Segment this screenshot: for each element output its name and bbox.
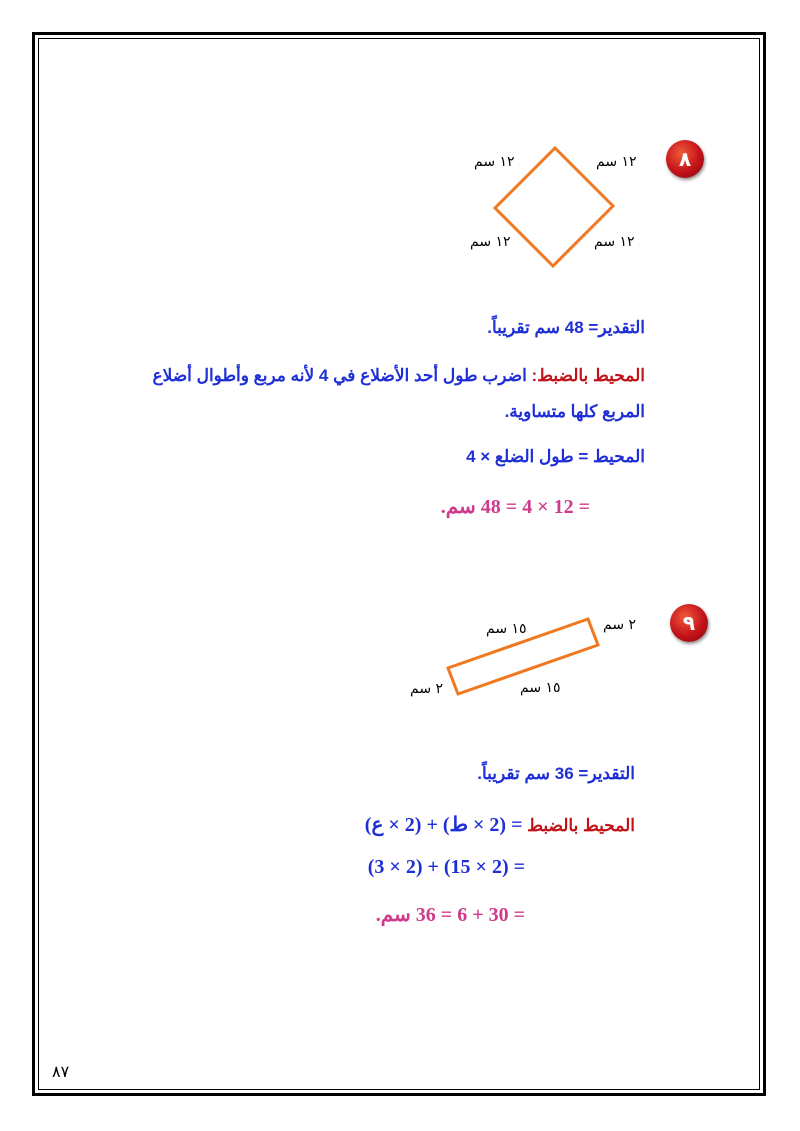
q9-exact-formula: = (2 × ط) + (2 × ع) — [364, 814, 523, 836]
q9-exact-label: المحيط بالضبط — [527, 816, 635, 835]
q8-exact-text-1: اضرب طول أحد الأضلاع في 4 لأنه مربع وأطوال أضلاع — [152, 366, 527, 385]
q9-exact-line — [365, 812, 635, 837]
q8-exact-label: المحيط بالضبط: — [531, 366, 645, 385]
question-9-badge: ٩ — [670, 604, 708, 642]
rect-side-label-left: ٢ سم — [410, 681, 444, 697]
rect-side-label-top: ١٥ سم — [486, 621, 527, 637]
q9-result: = 30 + 6 = 36 سم. — [375, 904, 525, 926]
question-8-badge: ٨ — [666, 140, 704, 178]
q8-result: = 12 × 4 = 48 سم. — [440, 496, 590, 518]
q8-exact-line — [152, 366, 645, 386]
q8-exact-text-2: المربع كلها متساوية. — [504, 402, 645, 421]
square-side-label-top-right: ١٢ سم — [596, 154, 637, 170]
q9-estimate: التقدير= 36 سم تقريباً. — [477, 764, 635, 783]
rect-side-label-bottom: ١٥ سم — [520, 680, 561, 696]
square-side-label-top-left: ١٢ سم — [474, 154, 515, 170]
q9-step: = (2 × 15) + (2 × 3) — [367, 856, 525, 878]
q8-estimate: التقدير= 48 سم تقريباً. — [487, 318, 645, 337]
square-side-label-bottom-left: ١٢ سم — [470, 234, 511, 250]
rect-side-label-right: ٢ سم — [603, 617, 637, 633]
q8-formula: المحيط = طول الضلع × 4 — [466, 447, 645, 466]
page-number: ٨٧ — [52, 1062, 70, 1081]
square-side-label-bottom-right: ١٢ سم — [594, 234, 635, 250]
